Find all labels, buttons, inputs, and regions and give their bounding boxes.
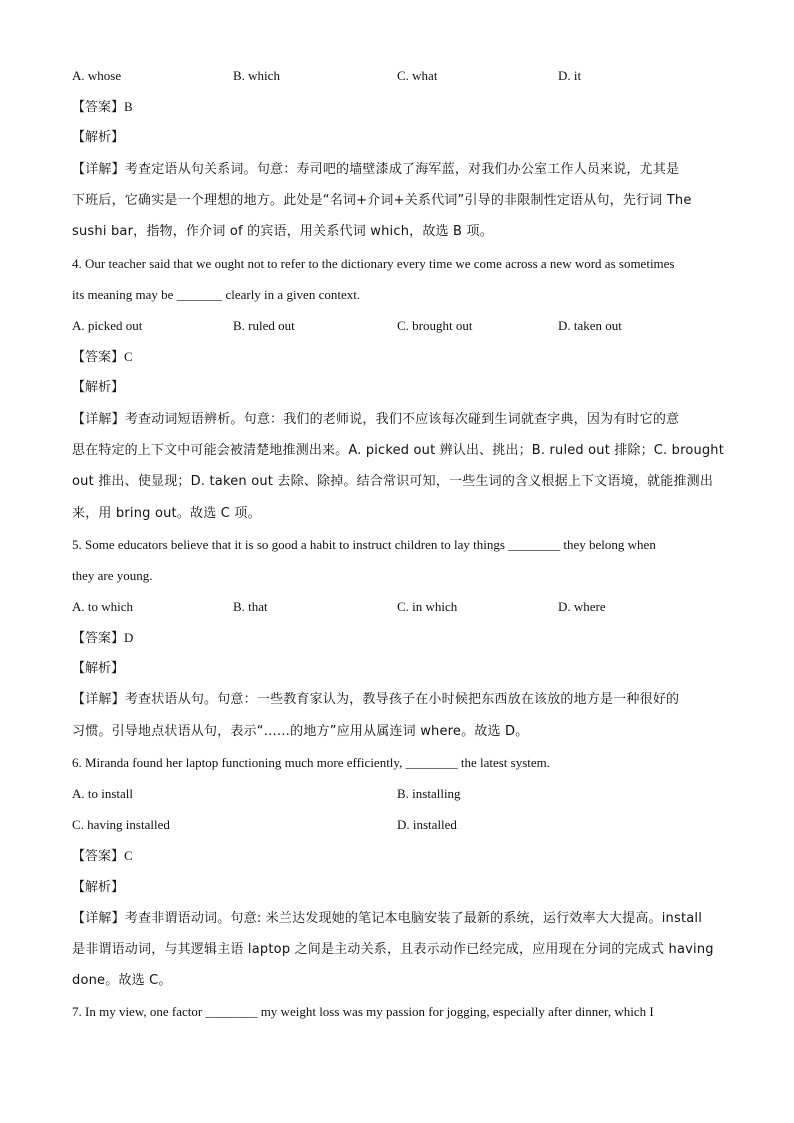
q3-answer-line bbox=[72, 99, 133, 116]
q6-detail-text-1: 考查非谓语动词。句意: 米兰达发现她的笔记本电脑安装了最新的系统，运行效率大大提高。install bbox=[124, 911, 703, 926]
q3-option-b: B. which bbox=[233, 68, 280, 83]
q3-option-d: D. it bbox=[558, 68, 582, 83]
q4-option-c: C. brought out bbox=[397, 318, 473, 333]
q6-analysis-tag: 【解析】 bbox=[72, 880, 125, 895]
q6-detail-line-1 bbox=[72, 911, 702, 927]
q6-option-d: D. installed bbox=[397, 817, 457, 832]
q5-stem-line-2: they are young. bbox=[72, 568, 153, 583]
detail-tag: 【详解】 bbox=[72, 162, 125, 177]
q5-answer: D bbox=[124, 630, 134, 645]
q6-answer: C bbox=[124, 848, 133, 863]
q5-option-a: A. to which bbox=[72, 599, 134, 614]
q4-detail-line-3: out 推出、使显现；D. taken out 去除、除掉。结合常识可知，一些生词的含义根据上下文语境，就能推测出 bbox=[72, 474, 714, 489]
q4-detail-line-2: 思在特定的上下文中可能会被清楚地推测出来。A. picked out 辨认出、挑出；B. ruled out 排除；C. brought bbox=[72, 443, 725, 458]
q5-stem-line-1: 5. Some educators believe that it is so good a habit to instruct children to lay things ________ they belong when bbox=[72, 537, 656, 552]
q6-stem-line-1: 6. Miranda found her laptop functioning much more efficiently, ________ the latest system. bbox=[72, 755, 551, 770]
q4-stem-line-2: its meaning may be _______ clearly in a given context. bbox=[72, 287, 361, 302]
answer-tag: 【答案】 bbox=[72, 631, 125, 646]
q5-option-d: D. where bbox=[558, 599, 606, 614]
q3-detail-line-3: sushi bar，指物，作介词 of 的宾语，用关系代词 which，故选 B 项。 bbox=[72, 224, 493, 239]
q3-detail-line-2: 下班后，它确实是一个理想的地方。此处是“名词+介词+关系代词”引导的非限制性定语从句，先行词 The bbox=[72, 193, 692, 208]
answer-tag: 【答案】 bbox=[72, 350, 125, 365]
q4-analysis-tag: 【解析】 bbox=[72, 380, 125, 395]
q3-detail-line-1 bbox=[72, 162, 679, 178]
q4-answer-line bbox=[72, 349, 133, 366]
q4-detail-text-1: 考查动词短语辨析。句意：我们的老师说，我们不应该每次碰到生词就查字典，因为有时它的意 bbox=[124, 412, 680, 427]
q6-option-b: B. installing bbox=[397, 786, 461, 801]
q5-detail-text-1: 考查状语从句。句意：一些教育家认为，教导孩子在小时候把东西放在该放的地方是一种很好的 bbox=[124, 692, 680, 707]
q3-detail-text-1: 考查定语从句关系词。句意：寿司吧的墙壁漆成了海军蓝，对我们办公室工作人员来说，尤其是 bbox=[124, 162, 680, 177]
q6-option-a: A. to install bbox=[72, 786, 134, 801]
q5-option-b: B. that bbox=[233, 599, 268, 614]
q6-detail-line-2: 是非谓语动词，与其逻辑主语 laptop 之间是主动关系，且表示动作已经完成，应用现在分词的完成式 having bbox=[72, 942, 714, 957]
q5-option-c: C. in which bbox=[397, 599, 458, 614]
answer-tag: 【答案】 bbox=[72, 849, 125, 864]
q6-detail-line-3: done。故选 C。 bbox=[72, 973, 172, 988]
q4-option-a: A. picked out bbox=[72, 318, 143, 333]
q4-stem-line-1: 4. Our teacher said that we ought not to refer to the dictionary every time we come across a new word as sometimes bbox=[72, 256, 675, 271]
q4-detail-line-4: 来，用 bring out。故选 C 项。 bbox=[72, 506, 261, 521]
q3-analysis-tag: 【解析】 bbox=[72, 130, 125, 145]
q5-detail-line-1 bbox=[72, 692, 679, 708]
q6-option-c: C. having installed bbox=[72, 817, 170, 832]
q7-stem-line-1: 7. In my view, one factor ________ my weight loss was my passion for jogging, especially after dinner, which I bbox=[72, 1004, 654, 1019]
detail-tag: 【详解】 bbox=[72, 911, 125, 926]
q3-option-c: C. what bbox=[397, 68, 438, 83]
detail-tag: 【详解】 bbox=[72, 692, 125, 707]
detail-tag: 【详解】 bbox=[72, 412, 125, 427]
q4-answer: C bbox=[124, 349, 133, 364]
q4-option-b: B. ruled out bbox=[233, 318, 295, 333]
q3-option-a: A. whose bbox=[72, 68, 122, 83]
answer-tag: 【答案】 bbox=[72, 100, 125, 115]
q5-analysis-tag: 【解析】 bbox=[72, 661, 125, 676]
q4-option-d: D. taken out bbox=[558, 318, 622, 333]
q4-detail-line-1 bbox=[72, 412, 679, 428]
q6-answer-line bbox=[72, 848, 133, 865]
q3-answer: B bbox=[124, 99, 133, 114]
q5-detail-line-2: 习惯。引导地点状语从句，表示“……的地方”应用从属连词 where。故选 D。 bbox=[72, 724, 529, 739]
q5-answer-line bbox=[72, 630, 133, 647]
